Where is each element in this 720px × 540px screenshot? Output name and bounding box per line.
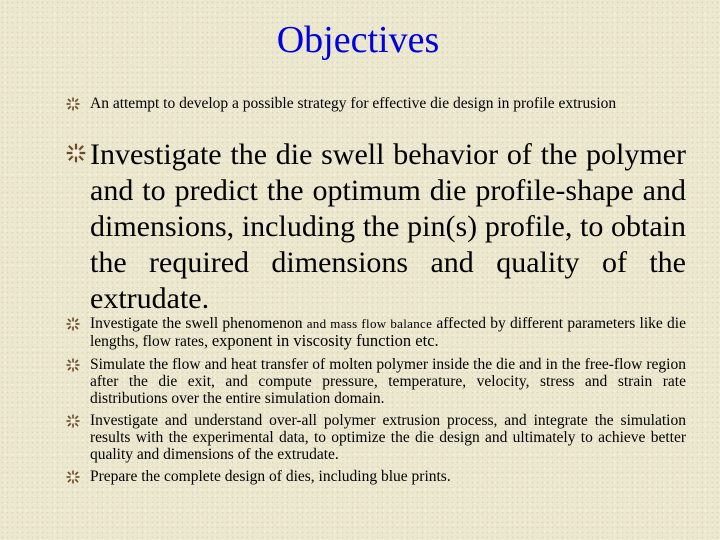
bullet-text: Investigate and understand over-all polymer extrusion process, and integrate the simulation results with the experimental data, to optimize the die design and ultimately to achieve better quality and dimensions of the extrudate. <box>90 412 686 463</box>
bullet-item <box>66 95 686 112</box>
bullet-item <box>66 315 686 350</box>
bullet-text-start: Investigate the swell phenomenon <box>90 315 307 332</box>
bullet-text-small: and mass flow balance <box>306 316 433 331</box>
bullet-item <box>66 356 686 407</box>
bullet-text: Prepare the complete design of dies, including blue prints. <box>90 468 451 485</box>
bullet-item <box>66 412 686 463</box>
bullet-text: An attempt to develop a possible strategy for effective die design in profile extrusion <box>90 95 617 112</box>
bullet-text-sans: exponent in viscosity function etc. <box>211 331 439 350</box>
bullet-text-end: affected by different parameters like die lengths, flow rates, <box>90 315 686 350</box>
bullet-item <box>66 468 686 485</box>
bullet-text: Investigate the die swell behavior of the polymer and to predict the optimum die profile-shape and dimensions, including the pin(s) profile, to obtain the required dimensions and quality of the extrudate. <box>90 138 686 315</box>
bullet-text <box>90 315 686 350</box>
slide-title: Objectives <box>276 19 440 61</box>
bullet-text: Simulate the flow and heat transfer of molten polymer inside the die and in the free-flow region after the die exit, and compute pressure, temperature, velocity, stress and strain rate distributions over the entire simulation domain. <box>90 356 686 407</box>
bullet-item <box>66 137 686 317</box>
